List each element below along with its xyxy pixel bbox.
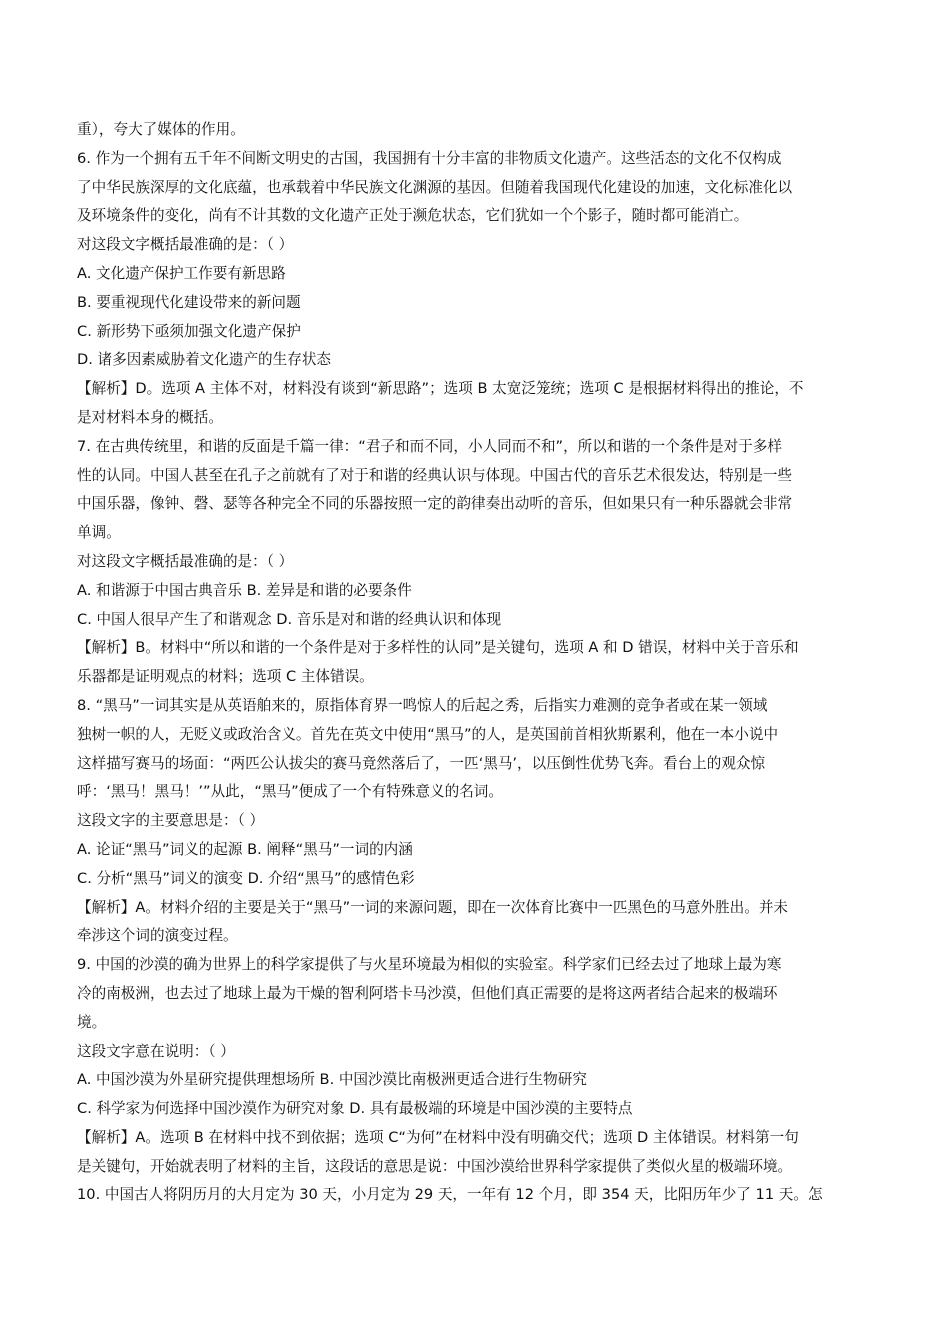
option-c: C. 新形势下亟须加强文化遗产保护 bbox=[77, 322, 301, 340]
text-line: 冷的南极洲，也去过了地球上最为干燥的智利阿塔卡马沙漠，但他们真正需要的是将这两者结合起来的极端环 bbox=[77, 984, 778, 1002]
options-cd: C. 分析“黑马”词义的演变 D. 介绍“黑马”的感情色彩 bbox=[77, 869, 415, 887]
text-line: 了中华民族深厚的文化底蕴，也承载着中华民族文化渊源的基因。但随着我国现代化建设的加速，文化标准化以 bbox=[77, 178, 793, 196]
question-9-line: 9. 中国的沙漠的确为世界上的科学家提供了与火星环境最为相似的实验室。科学家们已经去过了地球上最为寒 bbox=[77, 956, 782, 974]
question-8-line: 8. “黑马”一词其实是从英语舶来的，原指体育界一鸣惊人的后起之秀，后指实力难测的竞争者或在某一领域 bbox=[77, 696, 768, 714]
text-line: 性的认同。中国人甚至在孔子之前就有了对于和谐的经典认识与体现。中国古代的音乐艺术很发达，特别是一些 bbox=[77, 466, 793, 484]
analysis-line: 【解析】B。材料中“所以和谐的一个条件是对于多样性的认同”是关键句，选项 A 和 D 错误，材料中关于音乐和 bbox=[77, 639, 799, 657]
options-cd: C. 科学家为何选择中国沙漠作为研究对象 D. 具有最极端的环境是中国沙漠的主要特点 bbox=[77, 1100, 633, 1118]
question-prompt: 对这段文字概括最准确的是：（ ） bbox=[77, 236, 294, 254]
text-line: 单调。 bbox=[77, 524, 121, 542]
question-prompt: 这段文字的主要意思是：（ ） bbox=[77, 812, 265, 830]
text-line: 独树一帜的人，无贬义或政治含义。首先在英文中使用“黑马”的人，是英国前首相狄斯累利，他在一本小说中 bbox=[77, 725, 779, 743]
analysis-line: 是对材料本身的概括。 bbox=[77, 408, 223, 426]
options-ab: A. 中国沙漠为外星研究提供理想场所 B. 中国沙漠比南极洲更适合进行生物研究 bbox=[77, 1071, 587, 1089]
analysis-line: 【解析】A。选项 B 在材料中找不到依据；选项 C“为何”在材料中没有明确交代；选项 D 主体错误。材料第一句 bbox=[77, 1128, 799, 1146]
analysis-line: 乐器都是证明观点的材料；选项 C 主体错误。 bbox=[77, 668, 374, 686]
option-b: B. 要重视现代化建设带来的新问题 bbox=[77, 293, 301, 311]
question-10-line: 10. 中国古人将阴历月的大月定为 30 天，小月定为 29 天，一年有 12 个月，即 354 天，比阳历年少了 11 天。怎 bbox=[77, 1186, 823, 1204]
question-6-line: 6. 作为一个拥有五千年不间断文明史的古国，我国拥有十分丰富的非物质文化遗产。这些活态的文化不仅构成 bbox=[77, 149, 782, 167]
question-prompt: 这段文字意在说明：（ ） bbox=[77, 1042, 235, 1060]
analysis-line: 是关键句，开始就表明了材料的主旨，这段话的意思是说：中国沙漠给世界科学家提供了类似火星的极端环境。 bbox=[77, 1157, 793, 1175]
text-line: 呼：‘黑马！黑马！’”从此，“黑马”便成了一个有特殊意义的名词。 bbox=[77, 783, 503, 801]
analysis-line: 【解析】D。选项 A 主体不对，材料没有谈到“新思路”；选项 B 太宽泛笼统；选项 C 是根据材料得出的推论，不 bbox=[77, 380, 804, 398]
options-ab: A. 论证“黑马”词义的起源 B. 阐释“黑马”一词的内涵 bbox=[77, 840, 413, 858]
options-cd: C. 中国人很早产生了和谐观念 D. 音乐是对和谐的经典认识和体现 bbox=[77, 610, 502, 628]
option-d: D. 诸多因素威胁着文化遗产的生存状态 bbox=[77, 351, 332, 369]
question-prompt: 对这段文字概括最准确的是：（ ） bbox=[77, 552, 294, 570]
analysis-line: 牵涉这个词的演变过程。 bbox=[77, 927, 238, 945]
text-line: 这样描写赛马的场面：“两匹公认拔尖的赛马竟然落后了，一匹‘黑马’，以压倒性优势飞奔。看台上的观众惊 bbox=[77, 754, 766, 772]
text-line: 重），夸大了媒体的作用。 bbox=[77, 121, 245, 138]
question-7-line: 7. 在古典传统里，和谐的反面是千篇一律：“君子和而不同，小人同而不和”，所以和谐的一个条件是对于多样 bbox=[77, 437, 783, 455]
text-line: 中国乐器，像钟、磬、瑟等各种完全不同的乐器按照一定的韵律奏出动听的音乐，但如果只有一种乐器就会非常 bbox=[77, 495, 793, 513]
option-a: A. 文化遗产保护工作要有新思路 bbox=[77, 264, 286, 282]
text-line: 境。 bbox=[77, 1013, 107, 1031]
options-ab: A. 和谐源于中国古典音乐 B. 差异是和谐的必要条件 bbox=[77, 581, 412, 599]
text-line: 及环境条件的变化，尚有不计其数的文化遗产正处于濒危状态，它们犹如一个个影子，随时都可能消亡。 bbox=[77, 207, 749, 225]
analysis-line: 【解析】A。材料介绍的主要是关于“黑马”一词的来源问题，即在一次体育比赛中一匹黑色的马意外胜出。并未 bbox=[77, 898, 789, 916]
